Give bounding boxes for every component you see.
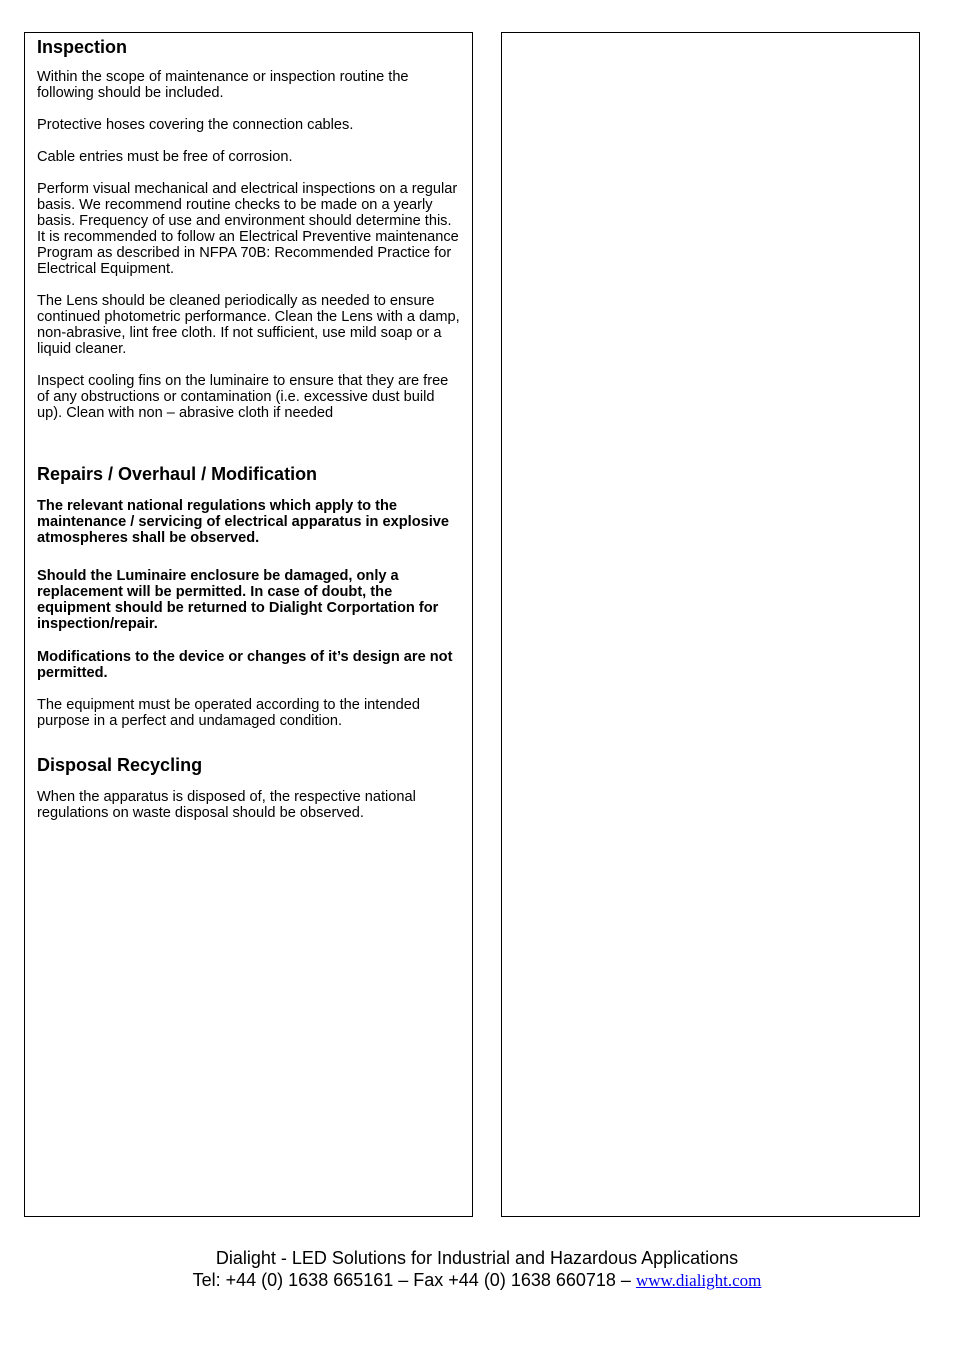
- repairs-bold-paragraph: Modifications to the device or changes of it’s design are not permitted.: [37, 649, 453, 681]
- footer-contact-text: Tel: +44 (0) 1638 665161 – Fax +44 (0) 1638 660718 –: [192, 1270, 636, 1290]
- repairs-bold-paragraph: The relevant national regulations which apply to the maintenance / servicing of electrical apparatus in explosive atmospheres shall be observed.: [37, 498, 450, 546]
- repairs-bold-paragraph: Should the Luminaire enclosure be damaged, only a replacement will be permitted. In case of doubt, the equipment should be returned to Dialight Corportation for inspection/repair.: [37, 568, 439, 632]
- left-content-panel: [24, 32, 473, 1217]
- inspection-heading: Inspection: [37, 37, 128, 57]
- disposal-heading: Disposal Recycling: [37, 755, 203, 775]
- footer: [0, 1247, 954, 1292]
- inspection-paragraph: The Lens should be cleaned periodically as needed to ensure continued photometric performance. Clean the Lens with a damp, non-abrasive, lint free cloth. If not sufficient, use mild soap or a liquid cleaner.: [37, 293, 460, 357]
- footer-company-line: Dialight - LED Solutions for Industrial and Hazardous Applications: [215, 1248, 739, 1268]
- inspection-paragraph: Perform visual mechanical and electrical inspections on a regular basis. We recommend routine checks to be made on a yearly basis. Frequency of use and environment should determine this. It is recommended to follow an Electrical Preventive maintenance Program as described in NFPA 70B: Recommended Practice for Electrical Equipment.: [37, 181, 459, 277]
- inspection-paragraph: Within the scope of maintenance or inspection routine the following should be included.: [37, 69, 409, 101]
- repairs-heading: Repairs / Overhaul / Modification: [37, 464, 318, 484]
- inspection-paragraph: Protective hoses covering the connection cables.: [37, 117, 354, 133]
- right-empty-panel: [501, 32, 920, 1217]
- inspection-paragraph: Inspect cooling fins on the luminaire to ensure that they are free of any obstructions or contamination (i.e. excessive dust build up). Clean with non – abrasive cloth if needed: [37, 373, 449, 421]
- inspection-paragraph: Cable entries must be free of corrosion.: [37, 149, 293, 165]
- repairs-paragraph: The equipment must be operated according to the intended purpose in a perfect and undamaged condition.: [37, 697, 420, 729]
- disposal-paragraph: When the apparatus is disposed of, the respective national regulations on waste disposal should be observed.: [37, 789, 416, 821]
- website-link[interactable]: www.dialight.com: [635, 1271, 762, 1290]
- footer-contact-line: [0, 1269, 954, 1292]
